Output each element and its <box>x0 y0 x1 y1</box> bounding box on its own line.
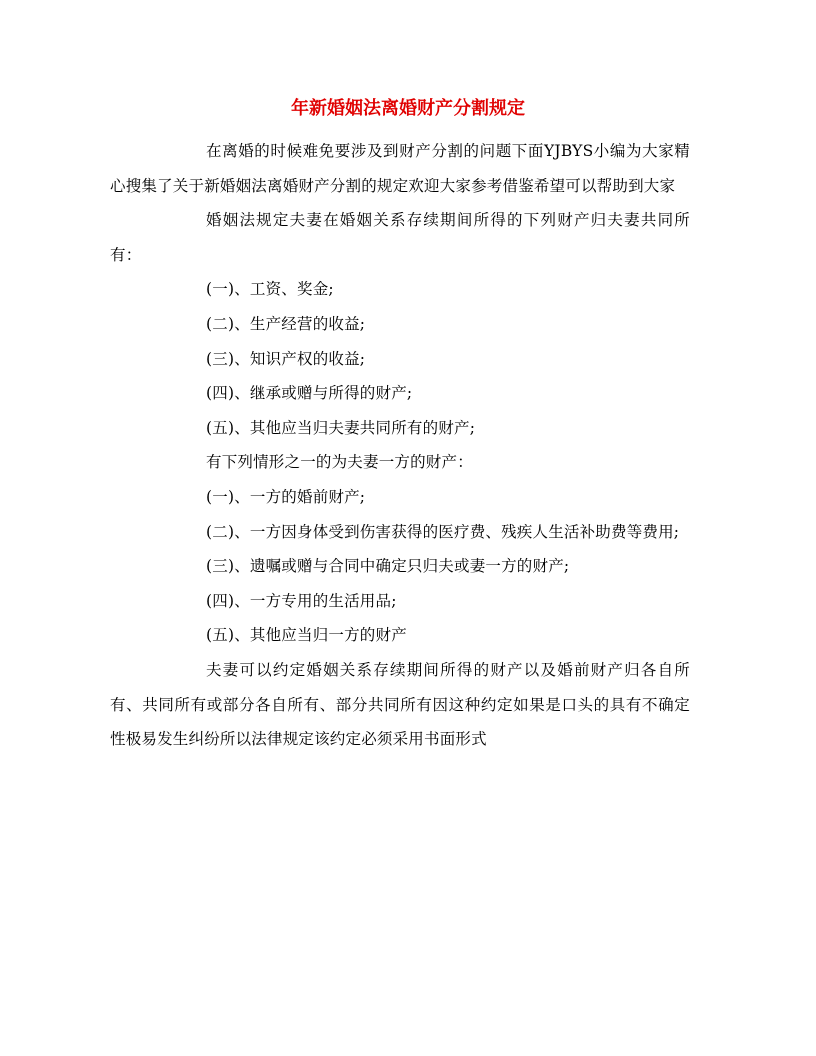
document-body <box>110 134 690 757</box>
document-title: 年新婚姻法离婚财产分割规定 <box>291 98 525 119</box>
list-item-separate-1: (一)、一方的婚前财产; <box>206 487 366 506</box>
paragraph-separate-property-heading: 有下列情形之一的为夫妻一方的财产： <box>206 453 473 472</box>
list-item-joint-3: (三)、知识产权的收益; <box>206 349 366 368</box>
list-item-separate-2: (二)、一方因身体受到伤害获得的医疗费、残疾人生活补助费等费用; <box>206 522 680 541</box>
list-item-joint-1: (一)、工资、奖金; <box>206 280 334 299</box>
list-item-separate-4: (四)、一方专用的生活用品; <box>206 591 397 610</box>
list-item-separate-3: (三)、遗嘱或赠与合同中确定只归夫或妻一方的财产; <box>206 557 570 576</box>
list-item-joint-4: (四)、继承或赠与所得的财产; <box>206 384 413 403</box>
list-item-separate-5: (五)、其他应当归一方的财产 <box>206 626 407 645</box>
paragraph-joint-property-heading: 婚姻法规定夫妻在婚姻关系存续期间所得的下列财产归夫妻共同所有： <box>110 211 690 264</box>
paragraph-intro: 在离婚的时候难免要涉及到财产分割的问题下面YJBYS小编为大家精心搜集了关于新婚姻法离婚财产分割的规定欢迎大家参考借鉴希望可以帮助到大家 <box>110 142 690 195</box>
list-item-joint-5: (五)、其他应当归夫妻共同所有的财产; <box>206 418 476 437</box>
paragraph-agreement: 夫妻可以约定婚姻关系存续期间所得的财产以及婚前财产归各自所有、共同所有或部分各自所有、部分共同所有因这种约定如果是口头的具有不确定性极易发生纠纷所以法律规定该约定必须采用书面形式 <box>110 660 690 749</box>
list-item-joint-2: (二)、生产经营的收益; <box>206 314 366 333</box>
